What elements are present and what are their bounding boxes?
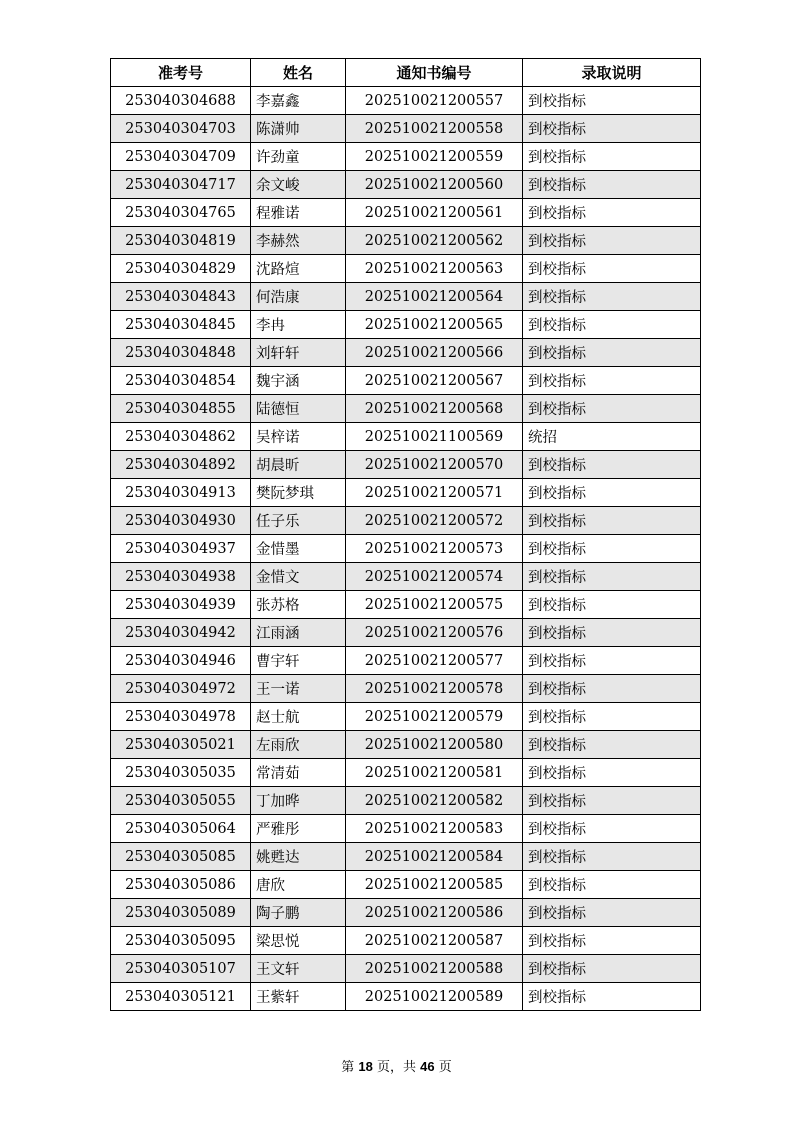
cell-notice-no: 202510021200576: [346, 619, 523, 647]
footer-suffix: 页: [434, 1060, 452, 1075]
cell-name: 严雅彤: [251, 815, 346, 843]
current-page-number: 18: [358, 1059, 373, 1074]
cell-name: 左雨欣: [251, 731, 346, 759]
cell-notice-no: 202510021200588: [346, 955, 523, 983]
cell-name: 金惜墨: [251, 535, 346, 563]
cell-exam-id: 253040304938: [111, 563, 251, 591]
cell-notice-no: 202510021200558: [346, 115, 523, 143]
cell-notice-no: 202510021200583: [346, 815, 523, 843]
cell-name: 王一诺: [251, 675, 346, 703]
header-name: 姓名: [251, 59, 346, 87]
cell-name: 赵士航: [251, 703, 346, 731]
cell-exam-id: 253040304913: [111, 479, 251, 507]
cell-name: 王紫轩: [251, 983, 346, 1011]
cell-notice-no: 202510021200573: [346, 535, 523, 563]
cell-exam-id: 253040305085: [111, 843, 251, 871]
table-row: [111, 143, 701, 171]
cell-notice-no: 202510021200572: [346, 507, 523, 535]
cell-exam-id: 253040305095: [111, 927, 251, 955]
table-row: [111, 871, 701, 899]
table-row: [111, 535, 701, 563]
cell-exam-id: 253040304939: [111, 591, 251, 619]
cell-exam-id: 253040305089: [111, 899, 251, 927]
cell-remark: 到校指标: [523, 983, 701, 1011]
footer-middle: 页，共: [372, 1060, 421, 1075]
table-row: [111, 451, 701, 479]
cell-exam-id: 253040304703: [111, 115, 251, 143]
cell-remark: 到校指标: [523, 843, 701, 871]
cell-remark: 到校指标: [523, 759, 701, 787]
cell-notice-no: 202510021200559: [346, 143, 523, 171]
cell-remark: 到校指标: [523, 451, 701, 479]
table-row: [111, 927, 701, 955]
cell-notice-no: 202510021200579: [346, 703, 523, 731]
cell-exam-id: 253040304717: [111, 171, 251, 199]
cell-notice-no: 202510021200585: [346, 871, 523, 899]
table-row: [111, 395, 701, 423]
table-header-row: [111, 59, 701, 87]
cell-exam-id: 253040304843: [111, 283, 251, 311]
cell-name: 吴梓诺: [251, 423, 346, 451]
table-row: [111, 619, 701, 647]
cell-exam-id: 253040304688: [111, 87, 251, 115]
cell-name: 王文轩: [251, 955, 346, 983]
cell-notice-no: 202510021200570: [346, 451, 523, 479]
cell-exam-id: 253040304978: [111, 703, 251, 731]
cell-exam-id: 253040305055: [111, 787, 251, 815]
cell-notice-no: 202510021200562: [346, 227, 523, 255]
cell-notice-no: 202510021200578: [346, 675, 523, 703]
cell-name: 江雨涵: [251, 619, 346, 647]
cell-name: 唐欣: [251, 871, 346, 899]
table-row: [111, 675, 701, 703]
table-row: [111, 171, 701, 199]
cell-remark: 到校指标: [523, 367, 701, 395]
cell-remark: 到校指标: [523, 339, 701, 367]
cell-remark: 到校指标: [523, 507, 701, 535]
cell-name: 陈潇帅: [251, 115, 346, 143]
table-row: [111, 255, 701, 283]
cell-name: 魏宇涵: [251, 367, 346, 395]
cell-exam-id: 253040304862: [111, 423, 251, 451]
cell-exam-id: 253040304765: [111, 199, 251, 227]
table-row: [111, 479, 701, 507]
cell-remark: 到校指标: [523, 815, 701, 843]
table-row: [111, 647, 701, 675]
cell-notice-no: 202510021200560: [346, 171, 523, 199]
cell-remark: 到校指标: [523, 87, 701, 115]
cell-remark: 到校指标: [523, 591, 701, 619]
cell-notice-no: 202510021200587: [346, 927, 523, 955]
cell-remark: 到校指标: [523, 619, 701, 647]
cell-name: 张苏格: [251, 591, 346, 619]
cell-remark: 到校指标: [523, 871, 701, 899]
cell-remark: 到校指标: [523, 283, 701, 311]
cell-notice-no: 202510021200586: [346, 899, 523, 927]
cell-remark: 到校指标: [523, 143, 701, 171]
cell-name: 沈路煊: [251, 255, 346, 283]
cell-notice-no: 202510021200566: [346, 339, 523, 367]
cell-notice-no: 202510021200584: [346, 843, 523, 871]
table-row: [111, 507, 701, 535]
cell-exam-id: 253040304854: [111, 367, 251, 395]
cell-remark: 到校指标: [523, 311, 701, 339]
cell-notice-no: 202510021200571: [346, 479, 523, 507]
cell-remark: 到校指标: [523, 563, 701, 591]
cell-exam-id: 253040304848: [111, 339, 251, 367]
table-row: [111, 423, 701, 451]
cell-notice-no: 202510021200577: [346, 647, 523, 675]
table-row: [111, 955, 701, 983]
cell-remark: 到校指标: [523, 675, 701, 703]
cell-notice-no: 202510021200580: [346, 731, 523, 759]
cell-exam-id: 253040304819: [111, 227, 251, 255]
cell-name: 任子乐: [251, 507, 346, 535]
cell-name: 李赫然: [251, 227, 346, 255]
cell-notice-no: 202510021200581: [346, 759, 523, 787]
cell-remark: 到校指标: [523, 703, 701, 731]
cell-exam-id: 253040304709: [111, 143, 251, 171]
cell-notice-no: 202510021200557: [346, 87, 523, 115]
cell-name: 丁加晔: [251, 787, 346, 815]
cell-notice-no: 202510021200589: [346, 983, 523, 1011]
cell-name: 曹宇轩: [251, 647, 346, 675]
cell-name: 常清茹: [251, 759, 346, 787]
header-exam-id: 准考号: [111, 59, 251, 87]
cell-exam-id: 253040304937: [111, 535, 251, 563]
header-notice-no: 通知书编号: [346, 59, 523, 87]
cell-remark: 到校指标: [523, 115, 701, 143]
table-row: [111, 283, 701, 311]
cell-exam-id: 253040304892: [111, 451, 251, 479]
cell-name: 陶子鹏: [251, 899, 346, 927]
cell-remark: 到校指标: [523, 227, 701, 255]
cell-exam-id: 253040304829: [111, 255, 251, 283]
table-row: [111, 87, 701, 115]
admission-table: [110, 58, 701, 1011]
table-row: [111, 703, 701, 731]
cell-exam-id: 253040304845: [111, 311, 251, 339]
cell-remark: 到校指标: [523, 647, 701, 675]
cell-remark: 到校指标: [523, 479, 701, 507]
cell-remark: 到校指标: [523, 535, 701, 563]
table-row: [111, 339, 701, 367]
page-footer: [0, 1056, 793, 1075]
cell-exam-id: 253040304930: [111, 507, 251, 535]
cell-name: 李嘉鑫: [251, 87, 346, 115]
cell-name: 樊阮梦琪: [251, 479, 346, 507]
cell-remark: 到校指标: [523, 171, 701, 199]
table-body: [111, 87, 701, 1011]
cell-exam-id: 253040305035: [111, 759, 251, 787]
cell-remark: 到校指标: [523, 899, 701, 927]
table-row: [111, 731, 701, 759]
cell-exam-id: 253040305121: [111, 983, 251, 1011]
cell-exam-id: 253040305086: [111, 871, 251, 899]
cell-name: 刘轩轩: [251, 339, 346, 367]
cell-notice-no: 202510021200564: [346, 283, 523, 311]
table-row: [111, 815, 701, 843]
cell-remark: 到校指标: [523, 199, 701, 227]
cell-notice-no: 202510021200565: [346, 311, 523, 339]
cell-exam-id: 253040304942: [111, 619, 251, 647]
cell-notice-no: 202510021200567: [346, 367, 523, 395]
cell-notice-no: 202510021200561: [346, 199, 523, 227]
cell-notice-no: 202510021200563: [346, 255, 523, 283]
footer-prefix: 第: [341, 1060, 359, 1075]
cell-remark: 到校指标: [523, 787, 701, 815]
table-row: [111, 591, 701, 619]
cell-remark: 到校指标: [523, 255, 701, 283]
table-row: [111, 311, 701, 339]
cell-exam-id: 253040305107: [111, 955, 251, 983]
table-row: [111, 843, 701, 871]
cell-name: 姚甦达: [251, 843, 346, 871]
cell-remark: 到校指标: [523, 927, 701, 955]
cell-notice-no: 202510021200575: [346, 591, 523, 619]
cell-notice-no: 202510021200582: [346, 787, 523, 815]
cell-exam-id: 253040304855: [111, 395, 251, 423]
cell-notice-no: 202510021100569: [346, 423, 523, 451]
total-pages-number: 46: [420, 1059, 435, 1074]
table-row: [111, 899, 701, 927]
table-row: [111, 115, 701, 143]
cell-name: 胡晨昕: [251, 451, 346, 479]
cell-name: 李冉: [251, 311, 346, 339]
table-row: [111, 227, 701, 255]
cell-remark: 到校指标: [523, 955, 701, 983]
cell-notice-no: 202510021200574: [346, 563, 523, 591]
table-row: [111, 787, 701, 815]
table-row: [111, 367, 701, 395]
cell-name: 许劲童: [251, 143, 346, 171]
cell-name: 余文峻: [251, 171, 346, 199]
table-row: [111, 563, 701, 591]
header-remark: 录取说明: [523, 59, 701, 87]
cell-exam-id: 253040305021: [111, 731, 251, 759]
table-row: [111, 983, 701, 1011]
cell-exam-id: 253040304972: [111, 675, 251, 703]
table-row: [111, 199, 701, 227]
table-row: [111, 759, 701, 787]
cell-name: 陆德恒: [251, 395, 346, 423]
cell-exam-id: 253040305064: [111, 815, 251, 843]
cell-remark: 统招: [523, 423, 701, 451]
cell-notice-no: 202510021200568: [346, 395, 523, 423]
cell-exam-id: 253040304946: [111, 647, 251, 675]
cell-name: 何浩康: [251, 283, 346, 311]
cell-name: 程雅诺: [251, 199, 346, 227]
cell-name: 金惜文: [251, 563, 346, 591]
cell-remark: 到校指标: [523, 395, 701, 423]
cell-remark: 到校指标: [523, 731, 701, 759]
cell-name: 梁思悦: [251, 927, 346, 955]
